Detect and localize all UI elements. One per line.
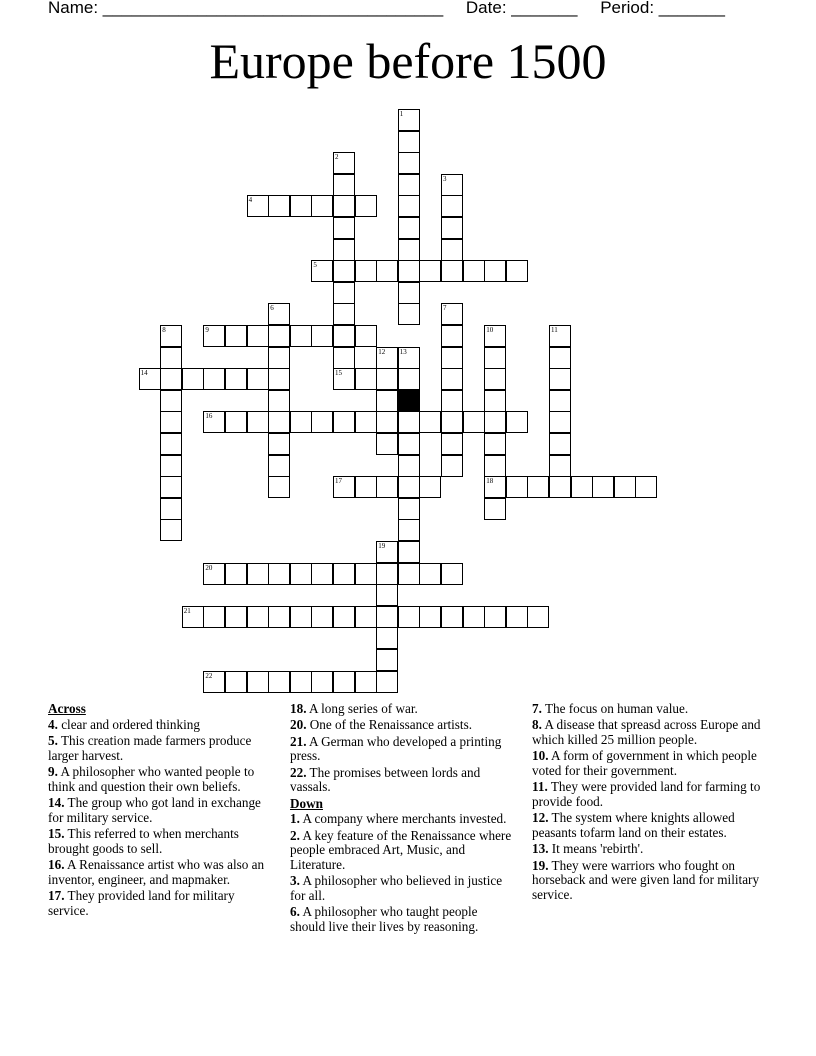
grid-cell[interactable] — [398, 217, 420, 239]
clue-item-number: 17. — [48, 887, 65, 903]
grid-cell[interactable] — [398, 260, 420, 282]
grid-cell[interactable] — [203, 325, 225, 347]
grid-cell[interactable] — [268, 195, 290, 217]
grid-cell[interactable] — [247, 325, 269, 347]
grid-cell[interactable] — [376, 584, 398, 606]
clue-number: 3 — [443, 174, 447, 183]
grid-cell[interactable] — [484, 606, 506, 628]
grid-cell[interactable] — [290, 411, 312, 433]
grid-cell[interactable] — [441, 174, 463, 196]
grid-cell[interactable] — [398, 411, 420, 433]
across-heading: Across — [48, 701, 86, 716]
grid-cell[interactable] — [398, 239, 420, 261]
clue-item-text: This creation made farmers produce larger harvest. — [48, 732, 252, 763]
grid-cell[interactable] — [311, 606, 333, 628]
grid-cell[interactable] — [160, 325, 182, 347]
grid-cell[interactable] — [549, 433, 571, 455]
clue-item — [290, 766, 515, 795]
clue-item — [48, 765, 278, 794]
clue-item-text: A form of government in which people voted for their government. — [532, 748, 757, 778]
grid-cell[interactable] — [290, 671, 312, 693]
grid-cell[interactable] — [398, 476, 420, 498]
grid-cell[interactable] — [333, 671, 355, 693]
grid-cell[interactable] — [355, 411, 377, 433]
grid-cell[interactable] — [419, 563, 441, 585]
clue-item-text: The system where knights allowed peasants tofarm land on their estates. — [532, 810, 735, 840]
clue-item — [532, 859, 764, 903]
grid-cell[interactable] — [311, 195, 333, 217]
grid-cell[interactable] — [268, 390, 290, 412]
grid-cell[interactable] — [398, 195, 420, 217]
grid-cell[interactable] — [355, 606, 377, 628]
grid-cell[interactable] — [268, 325, 290, 347]
clue-item-text: clear and ordered thinking — [57, 716, 200, 732]
grid-cell[interactable] — [268, 368, 290, 390]
grid-cell[interactable] — [290, 195, 312, 217]
grid-cell[interactable] — [160, 455, 182, 477]
grid-cell[interactable] — [333, 563, 355, 585]
grid-cell[interactable] — [182, 606, 204, 628]
clue-number: 8 — [162, 326, 166, 334]
grid-cell[interactable] — [398, 174, 420, 196]
grid-cell[interactable] — [376, 606, 398, 628]
clue-number: 1 — [399, 110, 404, 118]
grid-cell[interactable] — [441, 347, 463, 369]
clue-number: 14 — [140, 369, 148, 378]
clue-item-text: A key feature of the Renaissance where people embraced Art, Music, and Literature. — [290, 827, 512, 872]
clue-number: 7 — [443, 304, 447, 313]
grid-cell[interactable] — [225, 368, 247, 390]
grid-cell[interactable] — [398, 519, 420, 541]
grid-cell[interactable] — [247, 411, 269, 433]
grid-cell[interactable] — [333, 174, 355, 196]
clue-number: 5 — [313, 261, 317, 270]
clue-number: 11 — [551, 326, 558, 334]
grid-cell[interactable] — [398, 282, 420, 304]
grid-cell[interactable] — [333, 239, 355, 261]
grid-cell[interactable] — [484, 476, 506, 498]
clue-item — [532, 780, 764, 809]
grid-cell[interactable] — [355, 260, 377, 282]
grid-cell[interactable] — [376, 476, 398, 498]
grid-cell[interactable] — [419, 260, 441, 282]
grid-cell[interactable] — [398, 606, 420, 628]
clue-number: 21 — [183, 606, 191, 615]
grid-cell[interactable] — [160, 347, 182, 369]
grid-cell[interactable] — [311, 411, 333, 433]
clue-item-number: 10. — [532, 748, 549, 764]
grid-cell[interactable] — [398, 152, 420, 174]
grid-cell[interactable] — [441, 260, 463, 282]
grid-cell[interactable] — [398, 303, 420, 325]
clue-item — [290, 718, 515, 733]
clue-item-text: They were warriors who fought on horseback and were given land for military service. — [532, 857, 760, 902]
grid-cell[interactable] — [355, 476, 377, 498]
grid-cell[interactable] — [268, 303, 290, 325]
grid-cell[interactable] — [527, 476, 549, 498]
clue-item-number: 8. — [532, 717, 542, 733]
clue-item — [532, 749, 764, 778]
grid-cell[interactable] — [247, 671, 269, 693]
clue-number: 13 — [399, 347, 407, 356]
grid-block — [398, 390, 420, 412]
grid-cell[interactable] — [614, 476, 636, 498]
grid-cell[interactable] — [484, 433, 506, 455]
grid-cell[interactable] — [333, 282, 355, 304]
grid-cell[interactable] — [225, 671, 247, 693]
clue-item — [48, 827, 278, 856]
clues-column-1 — [48, 702, 278, 920]
grid-cell[interactable] — [376, 368, 398, 390]
clue-item-text: A philosopher who wanted people to think and question their own beliefs. — [48, 763, 255, 794]
clue-item — [48, 718, 278, 733]
grid-cell[interactable] — [311, 325, 333, 347]
grid-cell[interactable] — [160, 411, 182, 433]
grid-cell[interactable] — [268, 455, 290, 477]
clue-item-text: The group who got land in exchange for military service. — [48, 794, 261, 825]
clue-item-number: 7. — [532, 701, 542, 716]
grid-cell[interactable] — [333, 260, 355, 282]
clue-item-text: One of the Renaissance artists. — [306, 717, 473, 733]
clue-item — [48, 796, 278, 825]
grid-cell[interactable] — [398, 131, 420, 153]
grid-cell[interactable] — [333, 606, 355, 628]
grid-cell[interactable] — [506, 411, 528, 433]
grid-cell[interactable] — [376, 563, 398, 585]
grid-cell[interactable] — [160, 368, 182, 390]
grid-cell[interactable] — [333, 303, 355, 325]
clue-item-text: A philosopher who believed in justice for all. — [290, 873, 503, 903]
clue-item-text: A company where merchants invested. — [299, 811, 507, 827]
clue-number: 18 — [486, 477, 494, 486]
puzzle-title: Europe before 1500 — [209, 33, 607, 89]
clue-item-text: It means 'rebirth'. — [548, 841, 644, 857]
clue-item — [532, 811, 764, 840]
grid-cell[interactable] — [247, 368, 269, 390]
grid-cell[interactable] — [441, 411, 463, 433]
grid-cell[interactable] — [484, 368, 506, 390]
clue-number: 4 — [248, 196, 253, 205]
grid-cell[interactable] — [268, 411, 290, 433]
clue-number: 12 — [378, 347, 386, 356]
grid-cell[interactable] — [441, 390, 463, 412]
clue-item — [290, 735, 515, 764]
clue-item — [290, 874, 515, 903]
grid-cell[interactable] — [398, 498, 420, 520]
grid-cell[interactable] — [376, 541, 398, 563]
grid-cell[interactable] — [484, 455, 506, 477]
grid-cell[interactable] — [441, 217, 463, 239]
clue-item-number: 19. — [532, 857, 549, 873]
clue-number: 16 — [205, 412, 213, 421]
clue-item — [532, 702, 764, 717]
grid-cell[interactable] — [635, 476, 657, 498]
grid-cell[interactable] — [355, 671, 377, 693]
grid-cell[interactable] — [247, 563, 269, 585]
down-heading: Down — [290, 795, 323, 811]
date-field-label: Date: _______ — [465, 0, 578, 17]
grid-cell[interactable] — [484, 347, 506, 369]
clue-item-text: A disease that spreasd across Europe and which killed 25 million people. — [532, 717, 761, 747]
grid-cell[interactable] — [333, 476, 355, 498]
grid-cell[interactable] — [247, 195, 269, 217]
grid-cell[interactable] — [225, 563, 247, 585]
clue-number: 10 — [486, 326, 494, 334]
clue-item-number: 5. — [48, 732, 58, 748]
grid-cell[interactable] — [441, 606, 463, 628]
grid-cell[interactable] — [527, 606, 549, 628]
clue-item-number: 15. — [48, 825, 65, 841]
grid-cell[interactable] — [484, 498, 506, 520]
clue-item — [48, 858, 278, 887]
grid-cell[interactable] — [268, 347, 290, 369]
clue-item-text: A Renaissance artist who was also an inventor, engineer, and mapmaker. — [48, 856, 265, 887]
grid-cell[interactable] — [355, 325, 377, 347]
grid-cell[interactable] — [268, 433, 290, 455]
grid-cell[interactable] — [376, 649, 398, 671]
grid-cell[interactable] — [484, 260, 506, 282]
clue-item-text: A philosopher who taught people should live their lives by reasoning. — [290, 904, 479, 934]
grid-cell[interactable] — [441, 455, 463, 477]
grid-cell[interactable] — [484, 325, 506, 347]
grid-cell[interactable] — [376, 390, 398, 412]
grid-cell[interactable] — [549, 390, 571, 412]
grid-cell[interactable] — [355, 368, 377, 390]
grid-cell[interactable] — [203, 411, 225, 433]
clue-number: 17 — [335, 477, 342, 486]
clue-item — [290, 812, 515, 827]
grid-cell[interactable] — [160, 390, 182, 412]
grid-cell[interactable] — [398, 433, 420, 455]
grid-cell[interactable] — [441, 433, 463, 455]
grid-cell[interactable] — [549, 476, 571, 498]
clue-item-text: The promises between lords and vassals. — [290, 764, 481, 795]
clue-item — [532, 718, 764, 747]
grid-cell[interactable] — [333, 347, 355, 369]
grid-cell[interactable] — [268, 476, 290, 498]
grid-cell[interactable] — [484, 390, 506, 412]
grid-cell[interactable] — [333, 411, 355, 433]
grid-cell[interactable] — [549, 347, 571, 369]
grid-cell[interactable] — [419, 411, 441, 433]
clue-item-number: 2. — [290, 827, 300, 843]
grid-cell[interactable] — [160, 498, 182, 520]
clue-item — [532, 842, 764, 857]
grid-cell[interactable] — [398, 347, 420, 369]
grid-cell[interactable] — [355, 195, 377, 217]
clue-item-text: A German who developed a printing press. — [290, 733, 502, 764]
grid-cell[interactable] — [398, 368, 420, 390]
name-field-label: Name: ____________________________________ — [48, 0, 444, 17]
grid-cell[interactable] — [376, 433, 398, 455]
grid-cell[interactable] — [203, 368, 225, 390]
grid-cell[interactable] — [463, 411, 485, 433]
grid-cell[interactable] — [203, 563, 225, 585]
clue-item-text: They were provided land for farming to provide food. — [532, 779, 761, 809]
grid-cell[interactable] — [160, 476, 182, 498]
clue-item-number: 22. — [290, 764, 307, 780]
clue-item-number: 18. — [290, 701, 307, 716]
grid-cell[interactable] — [160, 519, 182, 541]
grid-cell[interactable] — [333, 368, 355, 390]
clue-item-number: 4. — [48, 716, 58, 732]
grid-cell[interactable] — [441, 195, 463, 217]
clue-item-number: 14. — [48, 794, 65, 810]
clue-item-number: 20. — [290, 717, 307, 733]
clue-item-number: 6. — [290, 904, 300, 920]
grid-cell[interactable] — [225, 325, 247, 347]
clue-item — [290, 905, 515, 934]
grid-cell[interactable] — [441, 368, 463, 390]
grid-cell[interactable] — [549, 325, 571, 347]
grid-cell[interactable] — [592, 476, 614, 498]
grid-cell[interactable] — [203, 606, 225, 628]
grid-cell[interactable] — [311, 671, 333, 693]
clue-item-text: The focus on human value. — [541, 701, 689, 716]
grid-cell[interactable] — [268, 563, 290, 585]
grid-cell[interactable] — [268, 606, 290, 628]
grid-cell[interactable] — [376, 627, 398, 649]
grid-cell[interactable] — [355, 563, 377, 585]
clue-number: 6 — [270, 304, 274, 313]
grid-cell[interactable] — [463, 260, 485, 282]
grid-cell[interactable] — [333, 195, 355, 217]
grid-cell[interactable] — [203, 671, 225, 693]
clue-number: 2 — [335, 153, 339, 162]
grid-cell[interactable] — [311, 260, 333, 282]
grid-cell[interactable] — [398, 541, 420, 563]
grid-cell[interactable] — [333, 217, 355, 239]
grid-cell[interactable] — [139, 368, 161, 390]
grid-cell[interactable] — [549, 368, 571, 390]
clue-item-number: 1. — [290, 811, 300, 827]
grid-cell[interactable] — [441, 303, 463, 325]
grid-cell[interactable] — [225, 606, 247, 628]
grid-cell[interactable] — [441, 325, 463, 347]
clues-column-3 — [532, 702, 764, 904]
clue-number: 19 — [378, 542, 386, 550]
grid-cell[interactable] — [333, 152, 355, 174]
grid-cell[interactable] — [376, 671, 398, 693]
grid-cell[interactable] — [506, 476, 528, 498]
clue-number: 22 — [205, 671, 213, 680]
grid-cell[interactable] — [376, 260, 398, 282]
grid-cell[interactable] — [182, 368, 204, 390]
clue-item-number: 9. — [48, 763, 58, 779]
grid-cell[interactable] — [549, 455, 571, 477]
grid-cell[interactable] — [506, 260, 528, 282]
clue-item — [48, 734, 278, 763]
clues-column-2 — [290, 702, 515, 936]
grid-cell[interactable] — [311, 563, 333, 585]
clue-item-number: 11. — [532, 779, 548, 795]
grid-cell[interactable] — [268, 671, 290, 693]
grid-cell[interactable] — [376, 411, 398, 433]
clue-item — [290, 829, 515, 873]
clue-item-number: 16. — [48, 856, 65, 872]
clue-number: 9 — [205, 326, 209, 334]
period-field-label: Period: _______ — [600, 0, 725, 17]
grid-cell[interactable] — [419, 476, 441, 498]
grid-cell[interactable] — [549, 411, 571, 433]
grid-cell[interactable] — [247, 606, 269, 628]
clue-item — [48, 889, 278, 918]
grid-cell[interactable] — [225, 411, 247, 433]
grid-cell[interactable] — [333, 325, 355, 347]
grid-cell[interactable] — [290, 325, 312, 347]
clue-item-text: They provided land for military service. — [48, 887, 235, 918]
grid-cell[interactable] — [290, 563, 312, 585]
grid-cell[interactable] — [398, 563, 420, 585]
grid-cell[interactable] — [441, 563, 463, 585]
clue-number: 20 — [205, 563, 213, 572]
grid-cell[interactable] — [571, 476, 593, 498]
grid-cell[interactable] — [290, 606, 312, 628]
clue-number: 15 — [335, 369, 342, 378]
grid-cell[interactable] — [484, 411, 506, 433]
grid-cell[interactable] — [419, 606, 441, 628]
clue-item-number: 13. — [532, 841, 549, 857]
grid-cell[interactable] — [441, 239, 463, 261]
grid-cell[interactable] — [376, 347, 398, 369]
clue-item-number: 12. — [532, 810, 549, 826]
grid-cell[interactable] — [398, 455, 420, 477]
grid-cell[interactable] — [398, 109, 420, 131]
grid-cell[interactable] — [506, 606, 528, 628]
clue-item-text: A long series of war. — [306, 701, 418, 716]
clue-item-number: 3. — [290, 873, 300, 889]
grid-cell[interactable] — [160, 433, 182, 455]
clue-item-number: 21. — [290, 733, 307, 749]
grid-cell[interactable] — [463, 606, 485, 628]
clue-item — [290, 702, 515, 717]
clue-item-text: This referred to when merchants brought goods to sell. — [48, 825, 239, 856]
